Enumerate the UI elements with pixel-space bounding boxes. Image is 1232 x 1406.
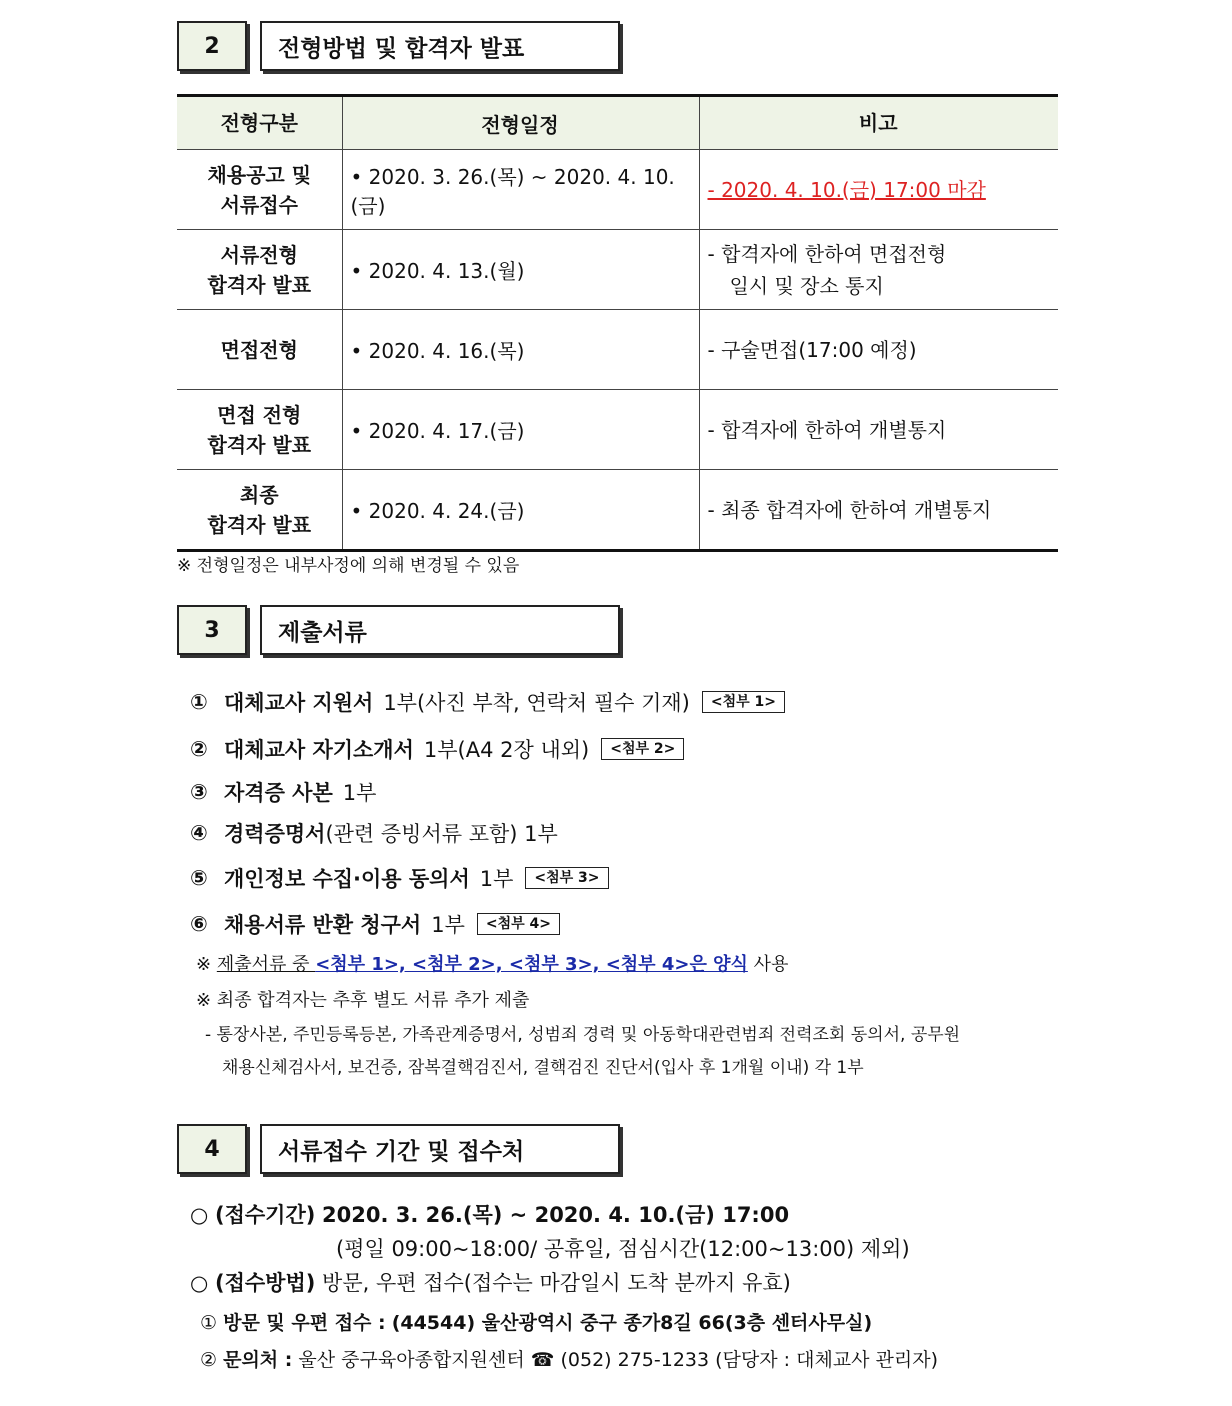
attachment-label: <첨부 1> [702, 691, 785, 713]
section-2-number: 2 [177, 21, 247, 71]
date-cell: • 2020. 4. 16.(목) [342, 310, 699, 390]
date-cell: • 2020. 4. 24.(금) [342, 470, 699, 551]
note-cell: - 합격자에 한하여 개별통지 [699, 390, 1058, 470]
phone-icon: ☎ [530, 1349, 555, 1371]
document-item-5: ⑤ 개인정보 수집·이용 동의서 1부 <첨부 3> [190, 863, 609, 893]
schedule-table [177, 94, 1058, 552]
document-item-6: ⑥ 채용서류 반환 청구서 1부 <첨부 4> [190, 909, 560, 939]
document-item-3: ③ 자격증 사본 1부 [190, 780, 377, 805]
schedule-footnote: ※ 전형일정은 내부사정에 의해 변경될 수 있음 [177, 556, 520, 576]
stage-cell: 서류전형 합격자 발표 [177, 230, 342, 310]
additional-docs-list-line2: 채용신체검사서, 보건증, 잠복결핵검진서, 결핵검진 진단서(입사 후 1개월 이내) 각 1부 [222, 1058, 864, 1078]
header-schedule: 전형일정 [342, 96, 699, 150]
contact-info: ② 문의처 : 울산 중구육아종합지원센터 ☎ (052) 275-1233 (담당자 : 대체교사 관리자) [200, 1349, 939, 1371]
section-4-number: 4 [177, 1124, 247, 1174]
table-row [177, 230, 1058, 310]
table-row [177, 150, 1058, 230]
note-cell [699, 150, 1058, 230]
note-cell: - 구술면접(17:00 예정) [699, 310, 1058, 390]
section-4-title: 서류접수 기간 및 접수처 [260, 1124, 620, 1174]
date-cell: • 2020. 3. 26.(목) ~ 2020. 4. 10.(금) [342, 150, 699, 230]
deadline-note: - 2020. 4. 10.(금) 17:00 마감 [707, 177, 986, 202]
date-cell: • 2020. 4. 17.(금) [342, 390, 699, 470]
receipt-period-detail: (평일 09:00~18:00/ 공휴일, 점심시간(12:00~13:00) 제외) [336, 1237, 910, 1261]
section-2-title: 전형방법 및 합격자 발표 [260, 21, 620, 71]
note-cell: - 최종 합격자에 한하여 개별통지 [699, 470, 1058, 551]
document-item-1: ① 대체교사 지원서 1부(사진 부착, 연락처 필수 기재) <첨부 1> [190, 687, 785, 717]
document-item-2: ② 대체교사 자기소개서 1부(A4 2장 내외) <첨부 2> [190, 734, 684, 764]
additional-docs-list-line1: - 통장사본, 주민등록등본, 가족관계증명서, 성범죄 경력 및 아동학대관련범죄 전력조회 동의서, 공무원 [205, 1025, 961, 1045]
document-item-4: ④ 경력증명서 (관련 증빙서류 포함) 1부 [190, 821, 558, 846]
attachment-label: <첨부 4> [477, 913, 560, 935]
table-row [177, 470, 1058, 551]
header-stage: 전형구분 [177, 96, 342, 150]
date-cell: • 2020. 4. 13.(월) [342, 230, 699, 310]
stage-cell: 면접전형 [177, 310, 342, 390]
receipt-address: ① 방문 및 우편 접수 : (44544) 울산광역시 중구 종가8길 66(3층 센터사무실) [200, 1312, 873, 1334]
note-cell: - 합격자에 한하여 면접전형 일시 및 장소 통지 [699, 230, 1058, 310]
header-remarks: 비고 [699, 96, 1058, 150]
attachment-label: <첨부 3> [525, 867, 608, 889]
attachment-label: <첨부 2> [601, 738, 684, 760]
receipt-period: ○ (접수기간) 2020. 3. 26.(목) ~ 2020. 4. 10.(금) 17:00 [190, 1203, 790, 1227]
table-row [177, 310, 1058, 390]
stage-cell: 채용공고 및 서류접수 [177, 150, 342, 230]
receipt-method: ○ (접수방법) 방문, 우편 접수(접수는 마감일시 도착 분까지 유효) [190, 1271, 791, 1295]
stage-cell: 면접 전형 합격자 발표 [177, 390, 342, 470]
form-usage-note: ※ 제출서류 중 <첨부 1>, <첨부 2>, <첨부 3>, <첨부 4>은 양식 사용 [196, 954, 789, 975]
stage-cell: 최종 합격자 발표 [177, 470, 342, 551]
additional-docs-note: ※ 최종 합격자는 추후 별도 서류 추가 제출 [196, 990, 530, 1011]
table-header-row [177, 96, 1058, 150]
section-3-number: 3 [177, 605, 247, 655]
table-row [177, 390, 1058, 470]
section-3-title: 제출서류 [260, 605, 620, 655]
